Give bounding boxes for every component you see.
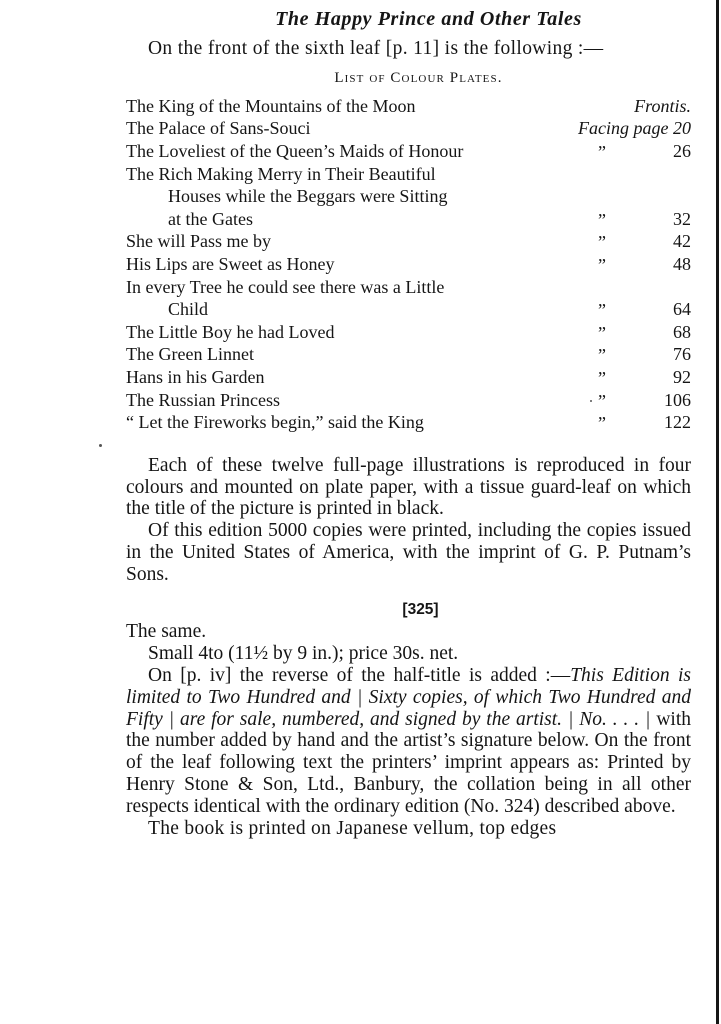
plate-page-number: 42 bbox=[673, 231, 691, 252]
plate-entry bbox=[126, 163, 691, 186]
plate-title: Child bbox=[168, 299, 209, 320]
plate-entry bbox=[126, 140, 691, 163]
document-page bbox=[126, 4, 691, 839]
edition-paragraph: Of this edition 5000 copies were printed, including the copies issued in the United States of America, with the imprint of G. P. Putnam’s Sons. bbox=[126, 520, 691, 585]
ditto-mark: ” bbox=[598, 254, 607, 275]
plate-title: The Palace of Sans-Souci bbox=[126, 118, 311, 139]
plate-entry bbox=[126, 343, 691, 366]
limited-edition-note bbox=[126, 665, 691, 818]
plate-title: The King of the Mountains of the Moon bbox=[126, 95, 416, 116]
plate-entry bbox=[126, 253, 691, 276]
intro-paragraph: On the front of the sixth leaf [p. 11] is the following :— bbox=[148, 38, 604, 59]
plate-title: His Lips are Sweet as Honey bbox=[126, 253, 335, 274]
ditto-mark: ” bbox=[598, 232, 607, 253]
plate-title: The Rich Making Merry in Their Beautiful bbox=[126, 163, 436, 184]
plate-title: The Russian Princess bbox=[126, 389, 280, 410]
same-line: The same. bbox=[126, 621, 207, 643]
plate-entry bbox=[126, 95, 691, 118]
plate-page-number: 76 bbox=[673, 344, 691, 365]
plate-entry bbox=[126, 298, 691, 321]
plate-entry bbox=[126, 185, 691, 208]
print-speck bbox=[99, 444, 102, 447]
plate-entry bbox=[126, 230, 691, 253]
plate-title: She will Pass me by bbox=[126, 231, 272, 252]
plate-location: Frontis. bbox=[634, 95, 691, 116]
plate-entry bbox=[126, 411, 691, 434]
running-head: The Happy Prince and Other Tales bbox=[275, 8, 582, 30]
plate-title: Houses while the Beggars were Sitting bbox=[168, 186, 448, 207]
ditto-mark: ” bbox=[598, 367, 607, 388]
plate-page-number: 26 bbox=[673, 140, 691, 161]
plate-entry bbox=[126, 389, 691, 412]
plate-entry bbox=[126, 117, 691, 140]
plate-location: Facing page 20 bbox=[578, 118, 691, 139]
plate-entry bbox=[126, 321, 691, 344]
plate-page-number: 92 bbox=[673, 366, 691, 387]
ditto-mark: ” bbox=[598, 413, 607, 434]
plate-entry bbox=[126, 276, 691, 299]
plate-page-number: 122 bbox=[664, 412, 691, 433]
plate-title: The Little Boy he had Loved bbox=[126, 321, 335, 342]
note-lead: On [p. iv] the reverse of the half-title is added :— bbox=[148, 665, 571, 687]
plate-page-number: 32 bbox=[673, 208, 691, 229]
last-line: The book is printed on Japanese vellum, top edges bbox=[148, 817, 557, 839]
plate-title: Hans in his Garden bbox=[126, 366, 265, 387]
illustrations-paragraph: Each of these twelve full-page illustrations is reproduced in four colours and mounted on plate paper, with a tissue guard-leaf on which the title of the picture is printed in black. bbox=[126, 454, 691, 520]
format-line: Small 4to (11½ by 9 in.); price 30s. net. bbox=[148, 643, 459, 665]
ditto-mark: ” bbox=[598, 322, 607, 343]
plate-title: at the Gates bbox=[168, 208, 253, 229]
plate-title: In every Tree he could see there was a Little bbox=[126, 276, 445, 297]
plate-entry bbox=[126, 208, 691, 231]
plate-title: The Green Linnet bbox=[126, 344, 254, 365]
ditto-mark: ” bbox=[598, 345, 607, 366]
plate-entry bbox=[126, 366, 691, 389]
description-section bbox=[126, 455, 691, 586]
ditto-mark: ” bbox=[598, 141, 607, 162]
plate-page-number: 48 bbox=[673, 253, 691, 274]
ditto-mark: ” bbox=[598, 390, 607, 411]
page-edge-line bbox=[716, 0, 719, 1024]
plate-page-number: 64 bbox=[673, 299, 691, 320]
entry-number: [325] bbox=[402, 601, 439, 619]
plate-title: The Loveliest of the Queen’s Maids of Honour bbox=[126, 140, 464, 161]
plate-page-number: 68 bbox=[673, 321, 691, 342]
note-rest: with the number added by hand and the artist’s signature below. On the front of the leaf following text the printers’ imprint appears as: Printed by Henry Stone & Son, Ltd., Banbury, the collation being in all other respects identical with the ordinary edition (No. 324) described above. bbox=[126, 708, 691, 817]
plate-title: “ Let the Fireworks begin,” said the King bbox=[126, 412, 424, 433]
colour-plates-list bbox=[126, 95, 691, 434]
list-heading: List of Colour Plates. bbox=[334, 69, 503, 86]
plate-page-number: 106 bbox=[664, 389, 691, 410]
note-italic: This Edition is limited to Two Hundred and | Sixty copies, of which Two Hundred and Fifty | are for sale, numbered, and signed by the artist. | No. . . . | bbox=[126, 665, 691, 730]
ditto-mark: ” bbox=[598, 209, 607, 230]
ditto-mark: ” bbox=[598, 300, 607, 321]
